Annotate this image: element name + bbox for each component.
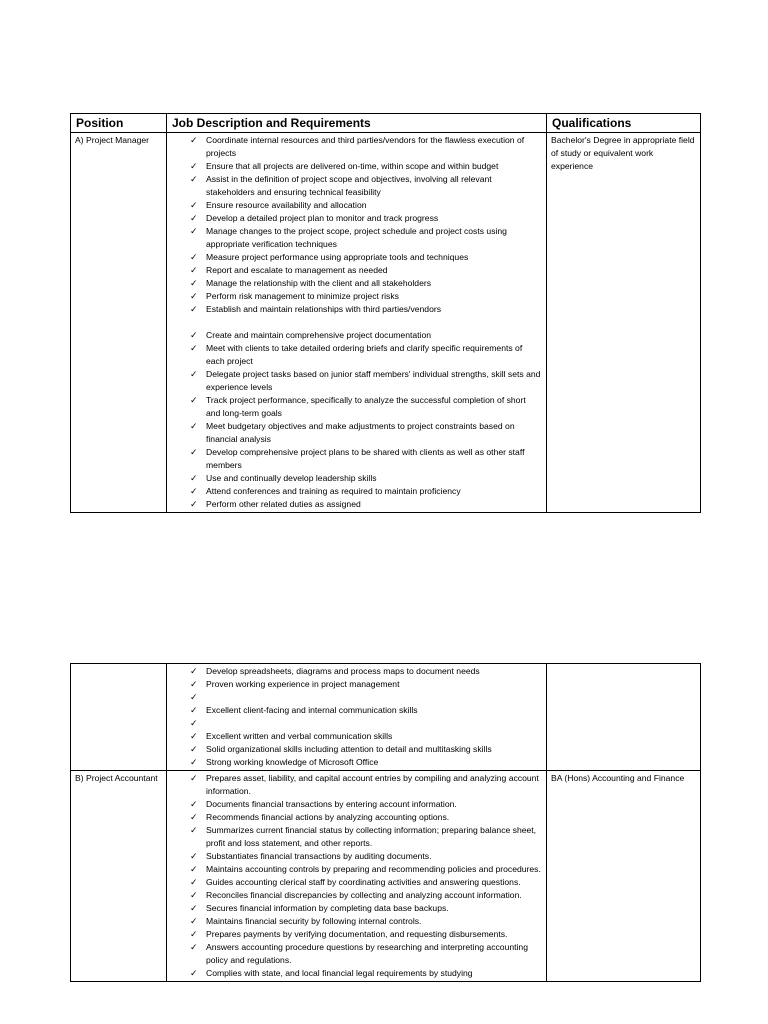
list-item-text: Proven working experience in project management [206,679,400,689]
list-item-text: Recommends financial actions by analyzing accounting options. [206,812,450,822]
list-item [171,850,542,863]
list-item [171,342,542,368]
list-item [171,743,542,756]
header-description: Job Description and Requirements [167,114,547,133]
list-item [171,811,542,824]
list-item-text: Prepares asset, liability, and capital account entries by compiling and analyzing account information. [206,773,539,796]
list-item-text: Manage the relationship with the client and all stakeholders [206,278,432,288]
checkmark-icon: ✓ [190,265,198,275]
list-item-text: Excellent client-facing and internal communication skills [206,705,418,715]
list-item [171,756,542,769]
list-item [171,772,542,798]
list-item-text: Manage changes to the project scope, project schedule and project costs using appropriate verification techniques [206,226,507,249]
job-table-2 [70,663,701,982]
header-qualifications: Qualifications [547,114,701,133]
checkmark-icon: ✓ [190,718,198,728]
checkmark-icon: ✓ [190,473,198,483]
checkmark-icon: ✓ [190,666,198,676]
list-item-text: Develop a detailed project plan to monitor and track progress [206,213,439,223]
checkmark-icon: ✓ [190,744,198,754]
job-table-1 [70,113,701,513]
table-row [71,133,701,513]
description-cell [167,771,547,982]
list-item [171,665,542,678]
list-item [171,889,542,902]
qualifications-cell-empty [547,664,701,771]
list-item [171,225,542,251]
checkmark-icon: ✓ [190,929,198,939]
list-item-text: Prepares payments by verifying documentation, and requesting disbursements. [206,929,508,939]
list-item [171,928,542,941]
table-row [71,771,701,982]
list-item [171,329,542,342]
list-item [171,717,542,730]
list-item-text: Report and escalate to management as needed [206,265,388,275]
checkmark-icon: ✓ [190,942,198,952]
list-item-text: Develop comprehensive project plans to be shared with clients as well as other staff members [206,447,525,470]
list-item-text: Meet with clients to take detailed ordering briefs and clarify specific requirements of each project [206,343,523,366]
list-item-text: Substantiates financial transactions by auditing documents. [206,851,432,861]
list-item-text: Maintains accounting controls by preparing and recommending policies and procedures. [206,864,541,874]
list-item-text: Use and continually develop leadership skills [206,473,377,483]
list-item [171,902,542,915]
checkmark-icon: ✓ [190,890,198,900]
list-item [171,704,542,717]
list-item [171,678,542,691]
list-item-text: Develop spreadsheets, diagrams and process maps to document needs [206,666,480,676]
list-item-text: Solid organizational skills including attention to detail and multitasking skills [206,744,492,754]
requirements-list [171,772,542,980]
list-item [171,863,542,876]
checkmark-icon: ✓ [190,447,198,457]
checkmark-icon: ✓ [190,343,198,353]
list-item [171,264,542,277]
list-item [171,303,542,316]
list-item [171,277,542,290]
qualifications-cell: BA (Hons) Accounting and Finance [547,771,701,982]
list-item [171,691,542,704]
checkmark-icon: ✓ [190,916,198,926]
position-cell: A) Project Manager [71,133,167,513]
checkmark-icon: ✓ [190,200,198,210]
checkmark-icon: ✓ [190,864,198,874]
checkmark-icon: ✓ [190,851,198,861]
list-item-text: Perform risk management to minimize project risks [206,291,399,301]
list-item [171,967,542,980]
list-item [171,368,542,394]
list-item-text: Ensure resource availability and allocation [206,200,367,210]
list-item-text: Ensure that all projects are delivered on-time, within scope and within budget [206,161,499,171]
list-item [171,134,542,160]
list-item-text: Guides accounting clerical staff by coordinating activities and answering questions. [206,877,521,887]
checkmark-icon: ✓ [190,174,198,184]
checkmark-icon: ✓ [190,731,198,741]
description-cell [167,133,547,513]
list-item-text: Coordinate internal resources and third parties/vendors for the flawless execution of projects [206,135,525,158]
checkmark-icon: ✓ [190,226,198,236]
table-row [71,664,701,771]
list-item [171,173,542,199]
list-item [171,199,542,212]
checkmark-icon: ✓ [190,968,198,978]
checkmark-icon: ✓ [190,421,198,431]
qualifications-cell: Bachelor's Degree in appropriate field of study or equivalent work experience [547,133,701,513]
checkmark-icon: ✓ [190,812,198,822]
position-cell-empty [71,664,167,771]
list-item-text: Measure project performance using appropriate tools and techniques [206,252,469,262]
description-cell [167,664,547,771]
checkmark-icon: ✓ [190,252,198,262]
list-item-text: Perform other related duties as assigned [206,499,361,509]
list-item [171,212,542,225]
list-item [171,730,542,743]
list-item-text: Complies with state, and local financial legal requirements by studying [206,968,473,978]
list-item [171,446,542,472]
list-item-text: Establish and maintain relationships with third parties/vendors [206,304,442,314]
checkmark-icon: ✓ [190,278,198,288]
list-item-text: Reconciles financial discrepancies by collecting and analyzing account information. [206,890,522,900]
list-item-text: Delegate project tasks based on junior staff members' individual strengths, skill sets and experience levels [206,369,541,392]
checkmark-icon: ✓ [190,161,198,171]
list-item [171,485,542,498]
checkmark-icon: ✓ [190,395,198,405]
list-item [171,420,542,446]
list-item-text: Strong working knowledge of Microsoft Office [206,757,379,767]
list-item-text: Excellent written and verbal communication skills [206,731,393,741]
list-item [171,316,542,329]
checkmark-icon: ✓ [190,213,198,223]
list-item [171,160,542,173]
list-item [171,941,542,967]
checkmark-icon: ✓ [190,291,198,301]
checkmark-icon: ✓ [190,773,198,783]
list-item [171,824,542,850]
checkmark-icon: ✓ [190,369,198,379]
list-item [171,915,542,928]
checkmark-icon: ✓ [190,499,198,509]
checkmark-icon: ✓ [190,799,198,809]
list-item-text: Maintains financial security by following internal controls. [206,916,422,926]
checkmark-icon: ✓ [190,304,198,314]
checkmark-icon: ✓ [190,903,198,913]
list-item-text: Secures financial information by completing data base backups. [206,903,449,913]
list-item-text: Summarizes current financial status by collecting information; preparing balance sheet, profit and loss statement, and other reports. [206,825,537,848]
header-position: Position [71,114,167,133]
list-item [171,472,542,485]
list-item-text: Create and maintain comprehensive project documentation [206,330,431,340]
position-cell: B) Project Accountant [71,771,167,982]
list-item-text: Documents financial transactions by entering account information. [206,799,457,809]
checkmark-icon: ✓ [190,135,198,145]
checkmark-icon: ✓ [190,877,198,887]
list-item-text: Attend conferences and training as required to maintain proficiency [206,486,461,496]
requirements-list [171,665,542,769]
list-item-text: Track project performance, specifically to analyze the successful completion of short and long-term goals [206,395,526,418]
list-item [171,798,542,811]
checkmark-icon: ✓ [190,705,198,715]
list-item [171,251,542,264]
list-item-text: Assist in the definition of project scope and objectives, involving all relevant stakeholders and ensuring technical feasibility [206,174,492,197]
list-item [171,876,542,889]
list-item-text: Meet budgetary objectives and make adjustments to project constraints based on financial analysis [206,421,515,444]
checkmark-icon: ✓ [190,692,198,702]
checkmark-icon: ✓ [190,825,198,835]
checkmark-icon: ✓ [190,679,198,689]
list-item [171,290,542,303]
requirements-list [171,134,542,511]
checkmark-icon: ✓ [190,486,198,496]
checkmark-icon: ✓ [190,330,198,340]
checkmark-icon: ✓ [190,757,198,767]
list-item [171,498,542,511]
list-item [171,394,542,420]
header-row [71,114,701,133]
list-item-text: Answers accounting procedure questions by researching and interpreting accounting policy and regulations. [206,942,528,965]
